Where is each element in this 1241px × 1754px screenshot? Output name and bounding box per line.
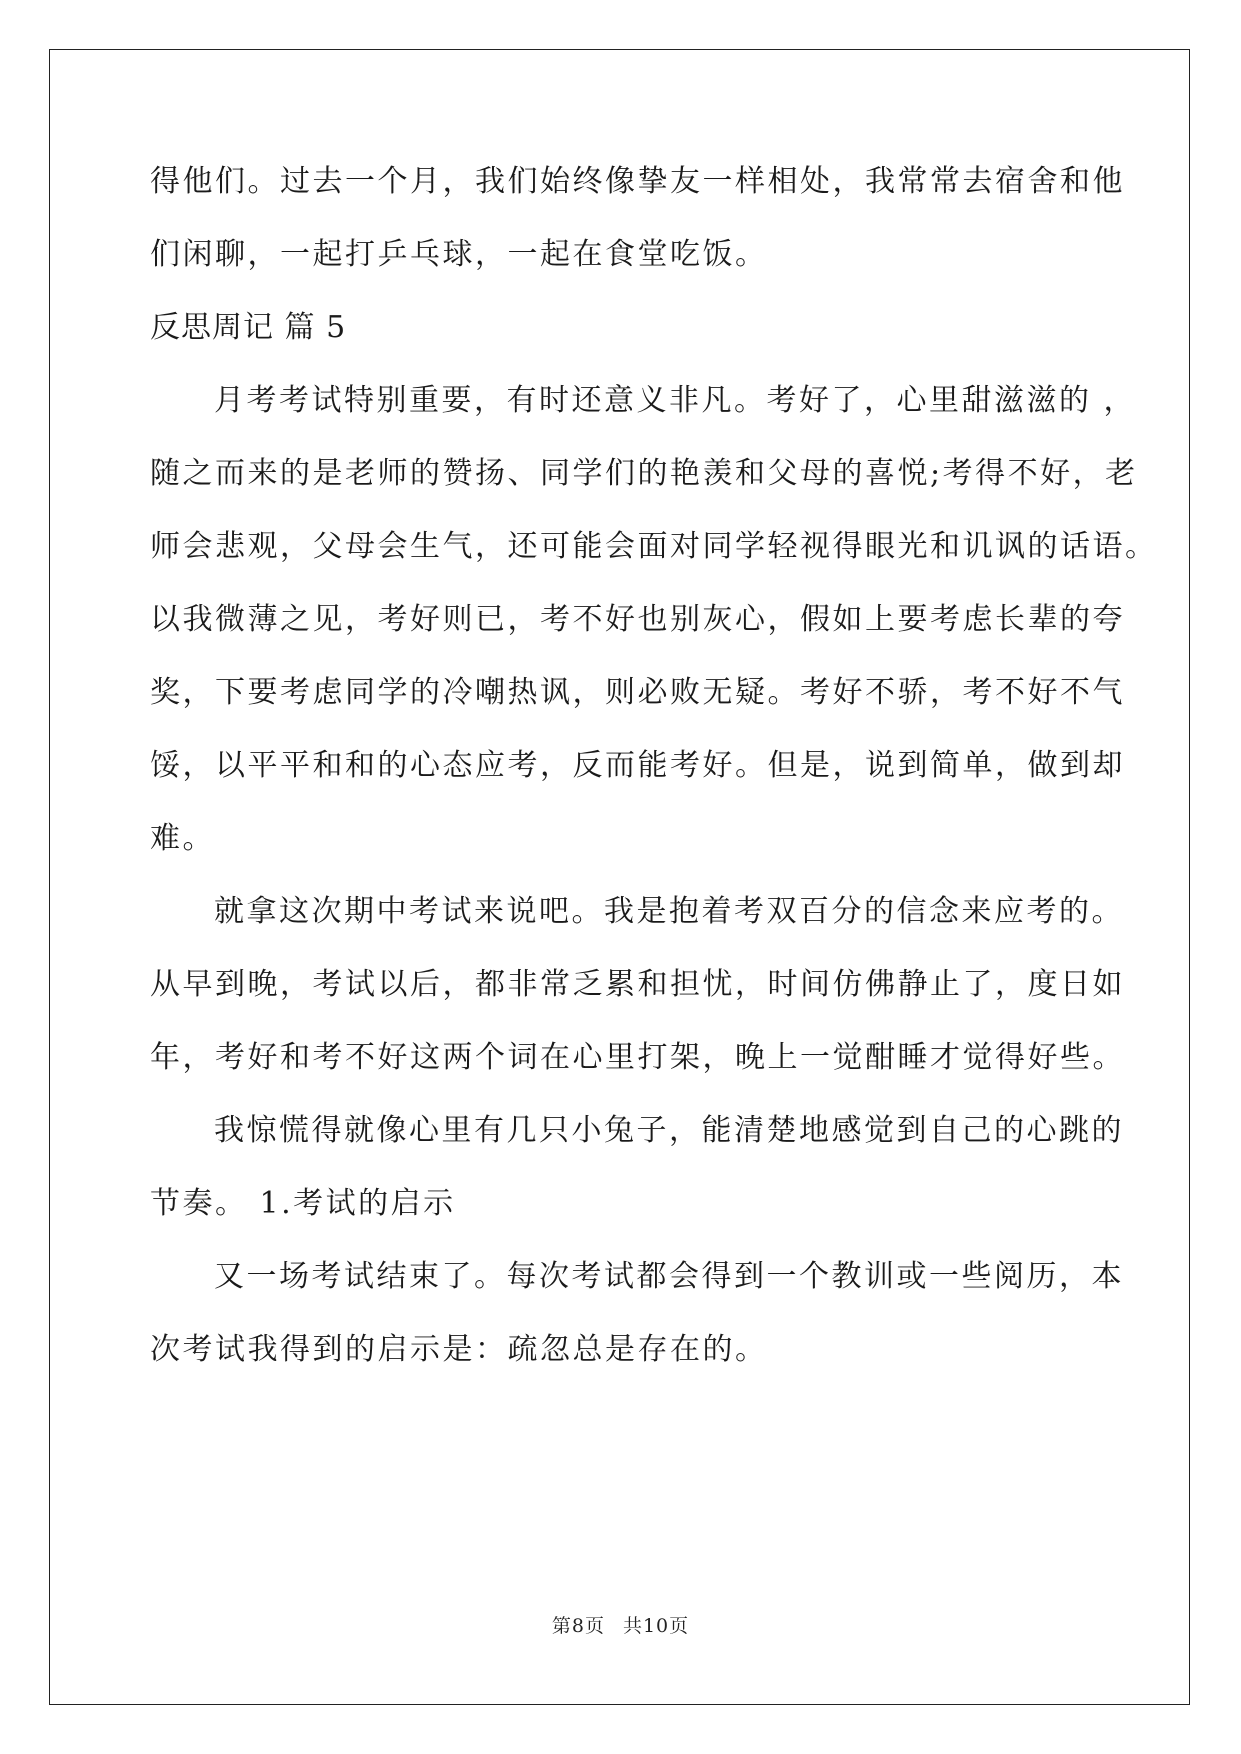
paragraph-line: 随之而来的是老师的赞扬、同学们的艳羡和父母的喜悦;考得不好，老 xyxy=(150,456,1138,491)
paragraph-line: 年，考好和考不好这两个词在心里打架，晚上一觉酣睡才觉得好些。 xyxy=(150,1040,1125,1075)
paragraph-line: 次考试我得到的启示是：疏忽总是存在的。 xyxy=(150,1332,768,1367)
paragraph-line: 得他们。过去一个月，我们始终像挚友一样相处，我常常去宿舍和他 xyxy=(150,164,1125,199)
document-body xyxy=(150,162,1158,1403)
paragraph-line: 难。 xyxy=(150,821,215,856)
paragraph-line: 馁，以平平和和的心态应考，反而能考好。但是，说到简单，做到却 xyxy=(150,748,1125,783)
paragraph-line: 师会悲观，父母会生气，还可能会面对同学轻视得眼光和讥讽的话语。 xyxy=(150,529,1158,564)
paragraph-line: 从早到晚，考试以后，都非常乏累和担忧，时间仿佛静止了，度日如 xyxy=(150,967,1125,1002)
paragraph-line: 就拿这次期中考试来说吧。我是抱着考双百分的信念来应考的。 xyxy=(214,894,1124,929)
page-total: 共10页 xyxy=(622,1615,690,1637)
paragraph-line: 以我微薄之见，考好则已，考不好也别灰心，假如上要考虑长辈的夸 xyxy=(150,602,1125,637)
paragraph-line: 月考考试特别重要，有时还意义非凡。考好了，心里甜滋滋的 ， xyxy=(214,383,1137,418)
paragraph-line: 又一场考试结束了。每次考试都会得到一个教训或一些阅历，本 xyxy=(214,1259,1124,1294)
page-number: 第8页 xyxy=(551,1615,605,1637)
paragraph-line: 们闲聊，一起打乒乓球，一起在食堂吃饭。 xyxy=(150,237,768,272)
paragraph-line: 我惊慌得就像心里有几只小兔子，能清楚地感觉到自己的心跳的 xyxy=(214,1113,1124,1148)
paragraph-line: 节奏。 1.考试的启示 xyxy=(150,1186,456,1221)
page-footer xyxy=(0,1611,1241,1638)
paragraph-line: 奖，下要考虑同学的冷嘲热讽，则必败无疑。考好不骄，考不好不气 xyxy=(150,675,1125,710)
section-heading: 反思周记 篇 5 xyxy=(150,310,347,345)
